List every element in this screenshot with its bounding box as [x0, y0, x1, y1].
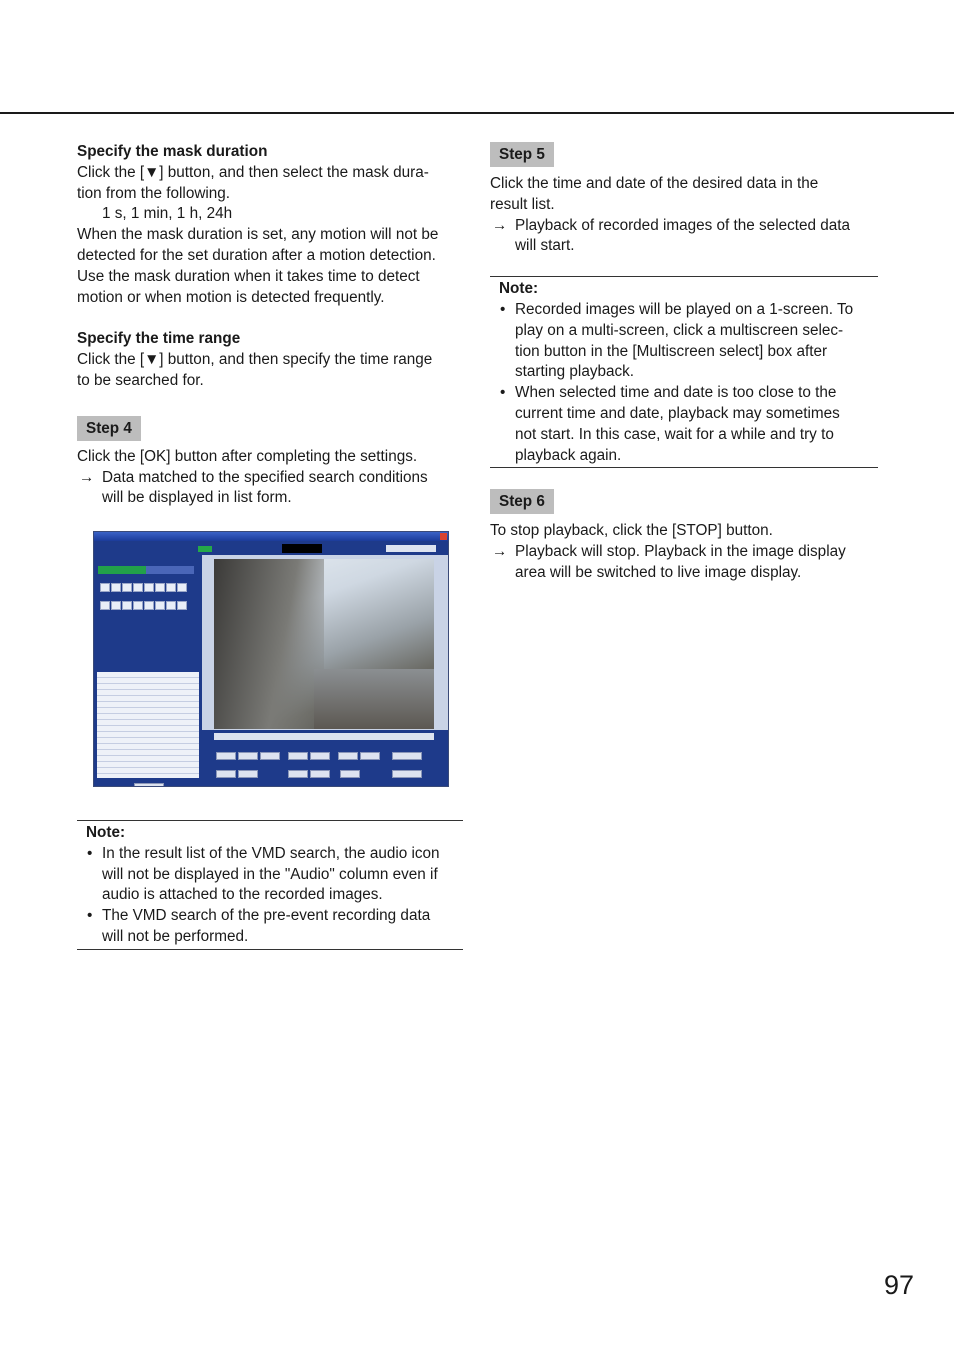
note-title: Note:	[86, 824, 126, 841]
mask-duration-heading: Specify the mask duration	[77, 143, 268, 160]
step-4-result-cont: will be displayed in list form.	[102, 489, 292, 507]
range-text-line: Click the [▼] button, and then specify the time range	[77, 351, 433, 369]
rec-indicator	[282, 544, 322, 553]
railway-track	[314, 669, 434, 729]
step-4-result: → Data matched to the specified search conditions	[77, 468, 465, 489]
time-range-heading: Specify the time range	[77, 330, 241, 348]
close-icon	[440, 533, 447, 540]
step-5-text: Click the time and date of the desired data in the	[490, 175, 819, 192]
platform-roof	[214, 559, 324, 729]
arrow-icon: →	[492, 543, 508, 561]
mask-options: 1 s, 1 min, 1 h, 24h	[102, 205, 233, 223]
screenshot-tabs	[98, 561, 198, 569]
arrow-icon: →	[492, 216, 508, 234]
note-box-left	[77, 820, 463, 950]
note-item: • The VMD search of the pre-event recording data will not be performed.	[77, 906, 463, 948]
mask-text-line: Use the mask duration when it takes time to detect	[77, 267, 420, 285]
time-display	[386, 545, 436, 552]
note-item: • When selected time and date is too close to the current time and date, playback may sometimes not start. In this case, wait for a while and try to playback again.	[490, 383, 878, 466]
recorder-screenshot	[93, 531, 449, 787]
left-column	[77, 142, 465, 945]
mask-text-line: tion from the following.	[77, 184, 231, 202]
header-rule	[0, 112, 954, 114]
step-6-result-cont: area will be switched to live image display.	[515, 563, 802, 581]
note-item: • Recorded images will be played on a 1-screen. To play on a multi-screen, click a multiscreen selec- tion button in the [Multiscreen select] box after starting playback.	[490, 300, 878, 383]
step-5-result-cont: will start.	[515, 237, 575, 255]
camera-image	[214, 559, 434, 729]
note-list	[77, 844, 463, 948]
step-5-result: → Playback of recorded images of the selected data	[490, 216, 878, 237]
step-6-result: → Playback will stop. Playback in the image display	[490, 542, 878, 563]
mask-text-line: When the mask duration is set, any motion will not be	[77, 226, 439, 244]
playback-bar	[214, 733, 434, 740]
mask-text-line: detected for the set duration after a motion detection.	[77, 246, 436, 264]
step-6-label: Step 6	[490, 489, 554, 514]
note-box-right	[490, 276, 878, 468]
screenshot-titlebar	[94, 532, 448, 541]
live-indicator	[198, 546, 212, 552]
playback-controls	[216, 746, 431, 782]
camera-select-grid	[100, 581, 198, 617]
arrow-icon: →	[79, 468, 95, 486]
zoom-button	[134, 783, 164, 787]
screenshot-control-panel	[94, 541, 202, 786]
step-5-text: result list.	[490, 195, 555, 213]
step-4-label: Step 4	[77, 416, 141, 441]
right-column	[490, 142, 878, 584]
step-4-text: Click the [OK] button after completing the settings.	[77, 447, 418, 465]
range-text-line: to be searched for.	[77, 371, 204, 389]
note-title: Note:	[499, 280, 539, 298]
page-number: 97	[884, 1270, 915, 1300]
step-6-text: To stop playback, click the [STOP] button.	[490, 522, 773, 540]
mask-text-line: Click the [▼] button, and then select the mask dura-	[77, 163, 429, 181]
step-5-label: Step 5	[490, 142, 554, 167]
mask-text-line: motion or when motion is detected frequently.	[77, 288, 385, 306]
note-item: • In the result list of the VMD search, the audio icon will not be displayed in the "Audio" column even if audio is attached to the recorded images.	[77, 844, 463, 906]
search-result-list	[97, 672, 199, 778]
note-list	[490, 300, 878, 466]
